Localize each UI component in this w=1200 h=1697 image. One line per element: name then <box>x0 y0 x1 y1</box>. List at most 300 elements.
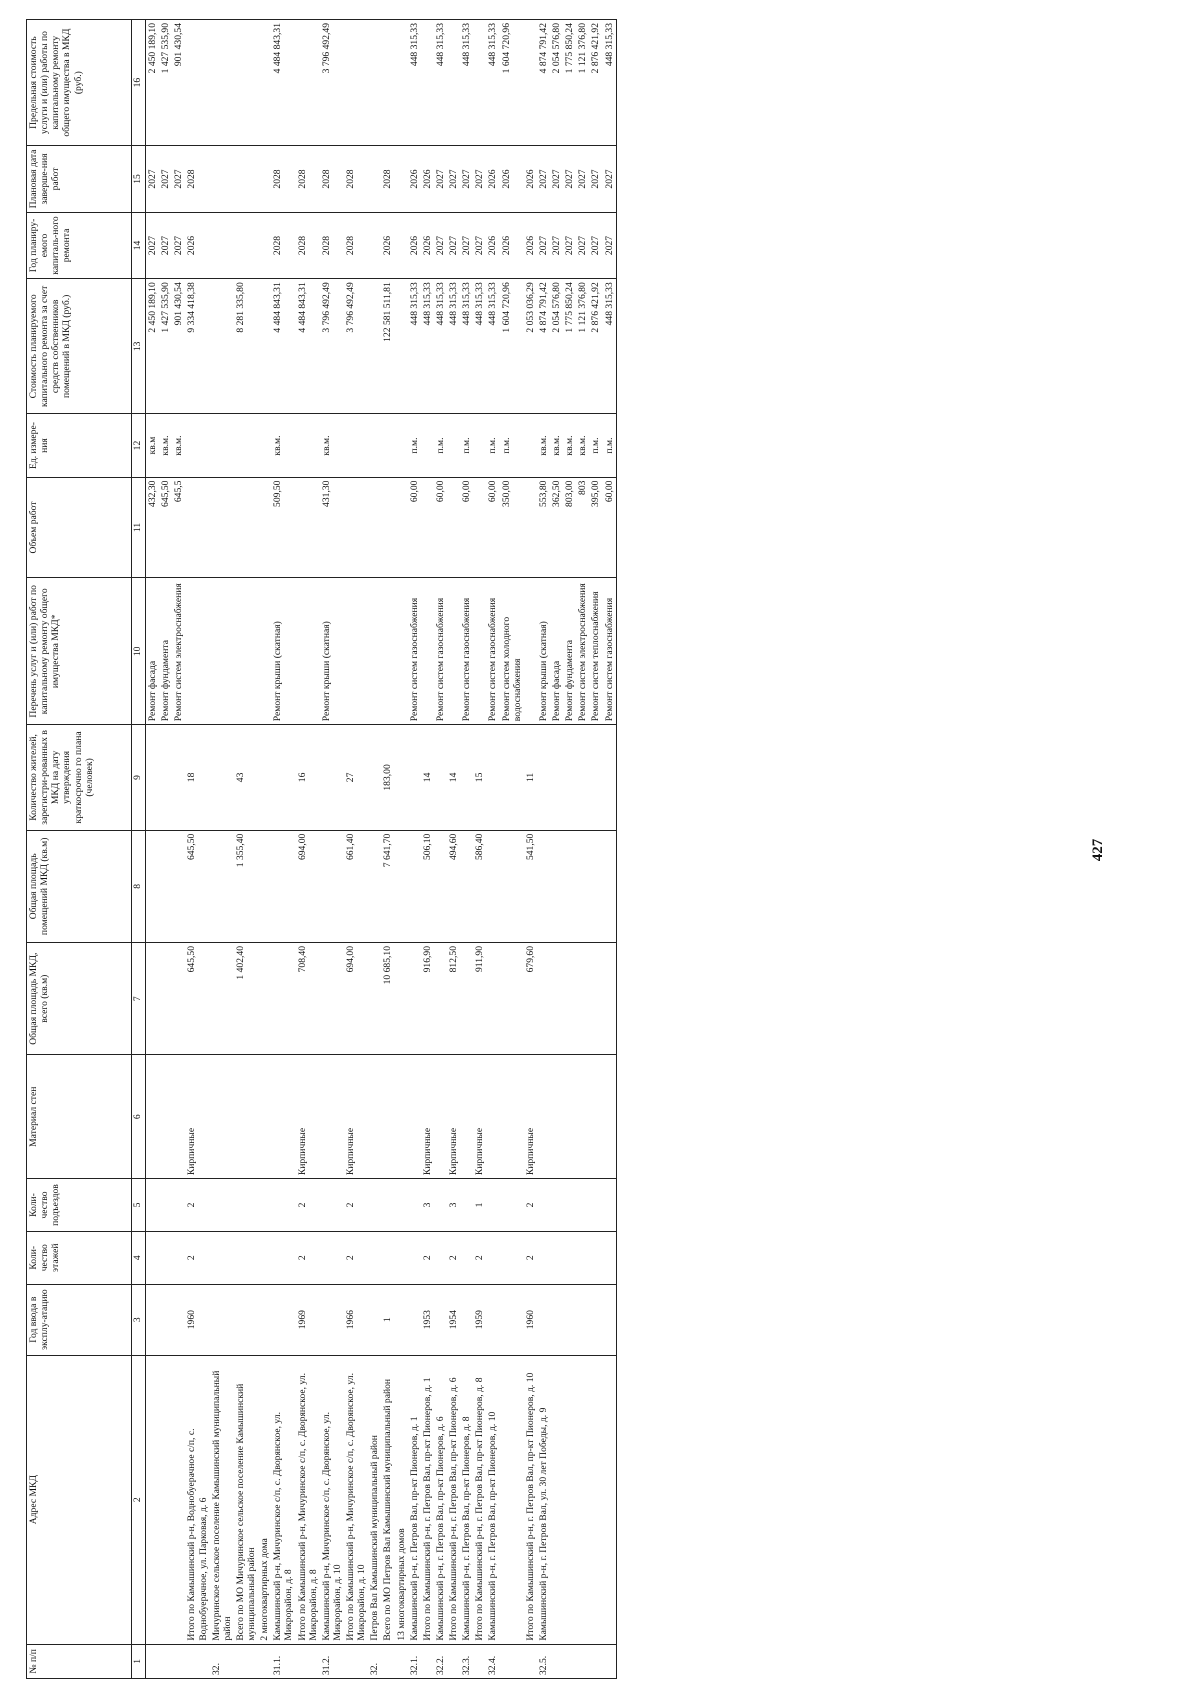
repair-year-cell: 2026 <box>408 212 421 278</box>
entrances-cell <box>381 1179 394 1232</box>
residents-cell <box>395 725 408 830</box>
column-number: 3 <box>132 1284 146 1355</box>
unit-cell: п.м. <box>589 414 602 477</box>
entrances-cell <box>434 1179 447 1232</box>
row-number-cell: 32.5. <box>537 1644 550 1678</box>
table-row <box>185 20 209 1679</box>
address-cell: Камышинский р-н, г. Петров Вал, пр-кт Пионеров, д. 8 <box>460 1355 473 1644</box>
unit-cell: кв.м. <box>537 414 550 477</box>
cost-cell: 448 315,33 <box>486 279 499 414</box>
completion-date-cell: 2028 <box>296 146 320 212</box>
work-type-cell: Ремонт систем холодного водоснабжения <box>500 578 524 725</box>
unit-cell: кв.м. <box>159 414 172 477</box>
unit-cell: п.м. <box>603 414 617 477</box>
entrances-cell <box>395 1179 408 1232</box>
year-built-cell <box>395 1284 408 1355</box>
work-volume-cell: 803 <box>576 477 589 578</box>
max-cost-cell <box>344 20 368 146</box>
year-built-cell <box>258 1284 271 1355</box>
wall-material-cell <box>146 1055 160 1179</box>
year-built-cell: 1953 <box>421 1284 434 1355</box>
max-cost-cell: 1 121 376,80 <box>576 20 589 146</box>
cost-cell: 448 315,33 <box>603 279 617 414</box>
premises-area-cell <box>500 830 524 942</box>
table-row <box>576 20 589 1679</box>
max-cost-cell <box>395 20 408 146</box>
year-built-cell: 1966 <box>344 1284 368 1355</box>
total-area-cell <box>550 943 563 1055</box>
work-type-cell: Ремонт крыши (скатная) <box>271 578 295 725</box>
address-cell: Камышинский р-н, г. Петров Вал, ул. 30 лет Победы, д. 9 <box>537 1355 550 1644</box>
cost-cell: 122 581 511,81 <box>381 279 394 414</box>
work-type-cell <box>395 578 408 725</box>
completion-date-cell <box>234 146 258 212</box>
floors-cell <box>234 1231 258 1284</box>
repair-year-cell <box>234 212 258 278</box>
residents-cell <box>146 725 160 830</box>
residents-cell <box>563 725 576 830</box>
column-number: 9 <box>132 725 146 830</box>
premises-area-cell <box>146 830 160 942</box>
unit-cell <box>421 414 434 477</box>
entrances-cell <box>603 1179 617 1232</box>
wall-material-cell: Кирпичные <box>473 1055 486 1179</box>
floors-cell: 2 <box>447 1231 460 1284</box>
residents-cell <box>408 725 421 830</box>
cost-cell: 448 315,33 <box>421 279 434 414</box>
completion-date-cell <box>210 146 234 212</box>
column-header: Адрес МКД <box>27 1355 132 1644</box>
residents-cell: 43 <box>234 725 258 830</box>
work-volume-cell: 60,00 <box>408 477 421 578</box>
column-number: 5 <box>132 1179 146 1232</box>
row-number-cell <box>563 1644 576 1678</box>
wall-material-cell: Кирпичные <box>185 1055 209 1179</box>
work-type-cell <box>368 578 381 725</box>
year-built-cell <box>159 1284 172 1355</box>
column-number: 8 <box>132 830 146 942</box>
entrances-cell <box>537 1179 550 1232</box>
total-area-cell <box>434 943 447 1055</box>
work-type-cell: Ремонт систем газоснабжения <box>460 578 473 725</box>
row-number-cell: 32.2. <box>434 1644 447 1678</box>
residents-cell <box>434 725 447 830</box>
premises-area-cell <box>258 830 271 942</box>
row-number-cell <box>146 1644 160 1678</box>
table-row <box>550 20 563 1679</box>
work-volume-cell <box>473 477 486 578</box>
residents-cell: 16 <box>296 725 320 830</box>
premises-area-cell <box>320 830 344 942</box>
completion-date-cell: 2027 <box>172 146 185 212</box>
total-area-cell: 694,00 <box>344 943 368 1055</box>
premises-area-cell: 506,10 <box>421 830 434 942</box>
total-area-cell <box>563 943 576 1055</box>
address-cell: Итого по Камышинский р-н, Мичуринское с/п, с. Дворянское, ул. Микрорайон, д. 8 <box>296 1355 320 1644</box>
cost-cell: 1 604 720,96 <box>500 279 524 414</box>
cost-cell: 4 484 843,31 <box>296 279 320 414</box>
table-row <box>408 20 421 1679</box>
work-volume-cell: 509,50 <box>271 477 295 578</box>
cost-cell: 3 796 492,49 <box>320 279 344 414</box>
completion-date-cell: 2028 <box>185 146 209 212</box>
column-header: Общая площадь МКД, всего (кв.м) <box>27 943 132 1055</box>
table-row <box>344 20 368 1679</box>
max-cost-cell <box>447 20 460 146</box>
table-row <box>589 20 602 1679</box>
unit-cell <box>296 414 320 477</box>
work-volume-cell: 350,00 <box>500 477 524 578</box>
table-row <box>395 20 408 1679</box>
row-number-cell <box>344 1644 368 1678</box>
total-area-cell <box>146 943 160 1055</box>
floors-cell <box>500 1231 524 1284</box>
wall-material-cell <box>271 1055 295 1179</box>
floors-cell <box>395 1231 408 1284</box>
cost-cell: 901 430,54 <box>172 279 185 414</box>
address-cell: Камышинский р-н, г. Петров Вал, пр-кт Пионеров, д. 1 <box>408 1355 421 1644</box>
row-number-cell <box>576 1644 589 1678</box>
total-area-cell: 708,40 <box>296 943 320 1055</box>
total-area-cell <box>408 943 421 1055</box>
wall-material-cell <box>258 1055 271 1179</box>
residents-cell <box>159 725 172 830</box>
column-header: Стоимость планируемого капитального ремонта за счет средств собственников помещений в МКД (руб.) <box>27 279 132 414</box>
work-type-cell <box>447 578 460 725</box>
premises-area-cell <box>537 830 550 942</box>
unit-cell: кв.м. <box>563 414 576 477</box>
unit-cell <box>210 414 234 477</box>
work-type-cell: Ремонт фасада <box>146 578 160 725</box>
work-type-cell <box>258 578 271 725</box>
floors-cell <box>460 1231 473 1284</box>
work-volume-cell: 60,00 <box>603 477 617 578</box>
row-number-cell <box>603 1644 617 1678</box>
floors-cell <box>210 1231 234 1284</box>
entrances-cell <box>368 1179 381 1232</box>
max-cost-cell <box>524 20 537 146</box>
table-row <box>296 20 320 1679</box>
work-volume-cell: 553,80 <box>537 477 550 578</box>
entrances-cell <box>320 1179 344 1232</box>
column-number: 14 <box>132 212 146 278</box>
floors-cell <box>368 1231 381 1284</box>
row-number-cell: 31.1. <box>271 1644 295 1678</box>
work-volume-cell: 645,5 <box>172 477 185 578</box>
address-cell <box>550 1355 563 1644</box>
column-header: Коли-чество этажей <box>27 1231 132 1284</box>
total-area-cell: 645,50 <box>185 943 209 1055</box>
premises-area-cell <box>395 830 408 942</box>
completion-date-cell: 2027 <box>447 146 460 212</box>
column-number: 13 <box>132 279 146 414</box>
residents-cell: 11 <box>524 725 537 830</box>
repair-year-cell: 2026 <box>524 212 537 278</box>
work-volume-cell <box>185 477 209 578</box>
total-area-cell: 1 402,40 <box>234 943 258 1055</box>
max-cost-cell <box>368 20 381 146</box>
floors-cell <box>146 1231 160 1284</box>
premises-area-cell <box>408 830 421 942</box>
completion-date-cell <box>368 146 381 212</box>
premises-area-cell <box>460 830 473 942</box>
max-cost-cell: 448 315,33 <box>408 20 421 146</box>
max-cost-cell: 1 604 720,96 <box>500 20 524 146</box>
entrances-cell <box>146 1179 160 1232</box>
total-area-cell <box>537 943 550 1055</box>
table-row <box>368 20 381 1679</box>
work-volume-cell: 362,50 <box>550 477 563 578</box>
entrances-cell <box>234 1179 258 1232</box>
repair-year-cell: 2028 <box>320 212 344 278</box>
table-row <box>381 20 394 1679</box>
max-cost-cell: 2 876 421,92 <box>589 20 602 146</box>
unit-cell: п.м. <box>460 414 473 477</box>
unit-cell: кв.м. <box>550 414 563 477</box>
floors-cell: 2 <box>296 1231 320 1284</box>
repair-year-cell: 2027 <box>589 212 602 278</box>
row-number-cell: 31.2. <box>320 1644 344 1678</box>
address-cell: Итого по Камышинский р-н, г. Петров Вал, пр-кт Пионеров, д. 1 <box>421 1355 434 1644</box>
table-row <box>159 20 172 1679</box>
year-built-cell <box>460 1284 473 1355</box>
address-cell <box>172 1355 185 1644</box>
unit-cell <box>395 414 408 477</box>
repair-year-cell: 2027 <box>146 212 160 278</box>
column-number: 15 <box>132 146 146 212</box>
floors-cell <box>320 1231 344 1284</box>
wall-material-cell <box>460 1055 473 1179</box>
repair-year-cell: 2026 <box>486 212 499 278</box>
max-cost-cell <box>210 20 234 146</box>
wall-material-cell: Кирпичные <box>447 1055 460 1179</box>
residents-cell <box>537 725 550 830</box>
wall-material-cell <box>537 1055 550 1179</box>
repair-year-cell: 2027 <box>447 212 460 278</box>
total-area-cell: 679,60 <box>524 943 537 1055</box>
year-built-cell: 1959 <box>473 1284 486 1355</box>
work-type-cell: Ремонт фундамента <box>563 578 576 725</box>
total-area-cell <box>576 943 589 1055</box>
column-number: 11 <box>132 477 146 578</box>
max-cost-cell <box>234 20 258 146</box>
table-row <box>563 20 576 1679</box>
wall-material-cell: Кирпичные <box>344 1055 368 1179</box>
entrances-cell <box>550 1179 563 1232</box>
work-volume-cell <box>447 477 460 578</box>
address-cell <box>159 1355 172 1644</box>
column-header: Перечень услуг и (или) работ по капитальному ремонту общего имущества МКД* <box>27 578 132 725</box>
total-area-cell: 911,90 <box>473 943 486 1055</box>
floors-cell <box>537 1231 550 1284</box>
address-cell: Итого по Камышинский р-н, Мичуринское с/п, с. Дворянское, ул. Микрорайон, д. 10 <box>344 1355 368 1644</box>
residents-cell <box>589 725 602 830</box>
work-type-cell <box>421 578 434 725</box>
cost-cell: 1 121 376,80 <box>576 279 589 414</box>
row-number-cell <box>589 1644 602 1678</box>
total-area-cell: 916,90 <box>421 943 434 1055</box>
completion-date-cell: 2027 <box>589 146 602 212</box>
row-number-cell <box>500 1644 524 1678</box>
column-number: 6 <box>132 1055 146 1179</box>
row-number-cell <box>185 1644 209 1678</box>
repair-year-cell: 2028 <box>271 212 295 278</box>
wall-material-cell <box>381 1055 394 1179</box>
repair-year-cell: 2027 <box>434 212 447 278</box>
completion-date-cell: 2026 <box>408 146 421 212</box>
total-area-cell <box>159 943 172 1055</box>
year-built-cell <box>210 1284 234 1355</box>
repair-year-cell: 2027 <box>172 212 185 278</box>
repair-year-cell: 2026 <box>185 212 209 278</box>
max-cost-cell <box>296 20 320 146</box>
row-number-cell <box>473 1644 486 1678</box>
table-row <box>603 20 617 1679</box>
completion-date-cell: 2026 <box>421 146 434 212</box>
unit-cell: п.м. <box>434 414 447 477</box>
completion-date-cell: 2028 <box>381 146 394 212</box>
max-cost-cell: 1 427 535,90 <box>159 20 172 146</box>
residents-cell <box>603 725 617 830</box>
repair-year-cell: 2027 <box>603 212 617 278</box>
row-number-cell: 32.4. <box>486 1644 499 1678</box>
address-cell: Всего по МО Мичуринское сельское поселение Камышинский муниципальный район <box>234 1355 258 1644</box>
completion-date-cell: 2027 <box>537 146 550 212</box>
work-type-cell: Ремонт систем электроснабжения <box>172 578 185 725</box>
completion-date-cell <box>395 146 408 212</box>
floors-cell <box>381 1231 394 1284</box>
year-built-cell <box>368 1284 381 1355</box>
year-built-cell <box>146 1284 160 1355</box>
premises-area-cell <box>172 830 185 942</box>
column-number-row <box>132 20 146 1679</box>
wall-material-cell: Кирпичные <box>421 1055 434 1179</box>
premises-area-cell <box>563 830 576 942</box>
table-row <box>172 20 185 1679</box>
wall-material-cell <box>368 1055 381 1179</box>
completion-date-cell: 2028 <box>344 146 368 212</box>
address-cell: Петров Вал Камышинский муниципальный район <box>368 1355 381 1644</box>
total-area-cell <box>486 943 499 1055</box>
table-row <box>421 20 434 1679</box>
work-type-cell: Ремонт систем газоснабжения <box>434 578 447 725</box>
residents-cell <box>258 725 271 830</box>
table-header <box>27 20 146 1679</box>
wall-material-cell <box>172 1055 185 1179</box>
column-header: Год ввода в эксплу-атацию <box>27 1284 132 1355</box>
max-cost-cell: 4 874 791,42 <box>537 20 550 146</box>
completion-date-cell: 2027 <box>159 146 172 212</box>
cost-cell <box>368 279 381 414</box>
work-type-cell <box>524 578 537 725</box>
floors-cell: 2 <box>524 1231 537 1284</box>
entrances-cell <box>258 1179 271 1232</box>
unit-cell: п.м. <box>486 414 499 477</box>
year-built-cell <box>234 1284 258 1355</box>
cost-cell: 9 334 418,38 <box>185 279 209 414</box>
repair-year-cell: 2027 <box>550 212 563 278</box>
completion-date-cell: 2027 <box>473 146 486 212</box>
wall-material-cell: Кирпичные <box>524 1055 537 1179</box>
completion-date-cell: 2026 <box>500 146 524 212</box>
premises-area-cell <box>368 830 381 942</box>
table-row <box>434 20 447 1679</box>
repair-year-cell: 2026 <box>381 212 394 278</box>
premises-area-cell <box>210 830 234 942</box>
row-number-cell <box>381 1644 394 1678</box>
column-header: Год планиру-емого капиталь-ного ремонта <box>27 212 132 278</box>
completion-date-cell: 2027 <box>576 146 589 212</box>
work-volume-cell <box>234 477 258 578</box>
cost-cell: 2 876 421,92 <box>589 279 602 414</box>
year-built-cell <box>172 1284 185 1355</box>
cost-cell: 2 450 189,10 <box>146 279 160 414</box>
repair-year-cell: 2027 <box>473 212 486 278</box>
cost-cell: 8 281 335,80 <box>234 279 258 414</box>
floors-cell <box>172 1231 185 1284</box>
unit-cell <box>447 414 460 477</box>
entrances-cell <box>210 1179 234 1232</box>
repair-year-cell <box>395 212 408 278</box>
wall-material-cell <box>589 1055 602 1179</box>
page-number: 427 <box>1090 838 1106 862</box>
completion-date-cell: 2028 <box>320 146 344 212</box>
address-cell: Итого по Камышинский р-н, г. Петров Вал, пр-кт Пионеров, д. 6 <box>447 1355 460 1644</box>
entrances-cell <box>563 1179 576 1232</box>
cost-cell: 2 054 576,80 <box>550 279 563 414</box>
repair-year-cell: 2028 <box>296 212 320 278</box>
table-row <box>258 20 271 1679</box>
floors-cell <box>486 1231 499 1284</box>
unit-cell <box>258 414 271 477</box>
year-built-cell: 1954 <box>447 1284 460 1355</box>
row-number-cell <box>447 1644 460 1678</box>
cost-cell: 3 796 492,49 <box>344 279 368 414</box>
max-cost-cell <box>473 20 486 146</box>
year-built-cell: 1969 <box>296 1284 320 1355</box>
floors-cell <box>589 1231 602 1284</box>
work-volume-cell: 645,50 <box>159 477 172 578</box>
residents-cell <box>460 725 473 830</box>
cost-cell: 4 484 843,31 <box>271 279 295 414</box>
entrances-cell: 2 <box>296 1179 320 1232</box>
unit-cell: кв.м. <box>320 414 344 477</box>
address-cell: Всего по МО Петров Вал Камышинский муниципальный район <box>381 1355 394 1644</box>
work-type-cell: Ремонт крыши (скатная) <box>320 578 344 725</box>
cost-cell: 1 775 850,24 <box>563 279 576 414</box>
column-header: Предельная стоимость услуги и (или) работы по капитальному ремонту общего имущества в МКД (руб.) <box>27 20 132 146</box>
entrances-cell <box>460 1179 473 1232</box>
table-row <box>320 20 344 1679</box>
work-volume-cell: 60,00 <box>434 477 447 578</box>
column-header: Общая площадь помещений МКД (кв.м) <box>27 830 132 942</box>
completion-date-cell: 2027 <box>460 146 473 212</box>
year-built-cell <box>408 1284 421 1355</box>
entrances-cell: 2 <box>524 1179 537 1232</box>
total-area-cell <box>500 943 524 1055</box>
residents-cell: 14 <box>447 725 460 830</box>
year-built-cell <box>434 1284 447 1355</box>
cost-cell: 4 874 791,42 <box>537 279 550 414</box>
residents-cell <box>210 725 234 830</box>
residents-cell <box>271 725 295 830</box>
entrances-cell <box>589 1179 602 1232</box>
premises-area-cell: 494,60 <box>447 830 460 942</box>
completion-date-cell: 2027 <box>146 146 160 212</box>
row-number-cell <box>258 1644 271 1678</box>
cost-cell <box>258 279 271 414</box>
repair-year-cell: 2027 <box>460 212 473 278</box>
